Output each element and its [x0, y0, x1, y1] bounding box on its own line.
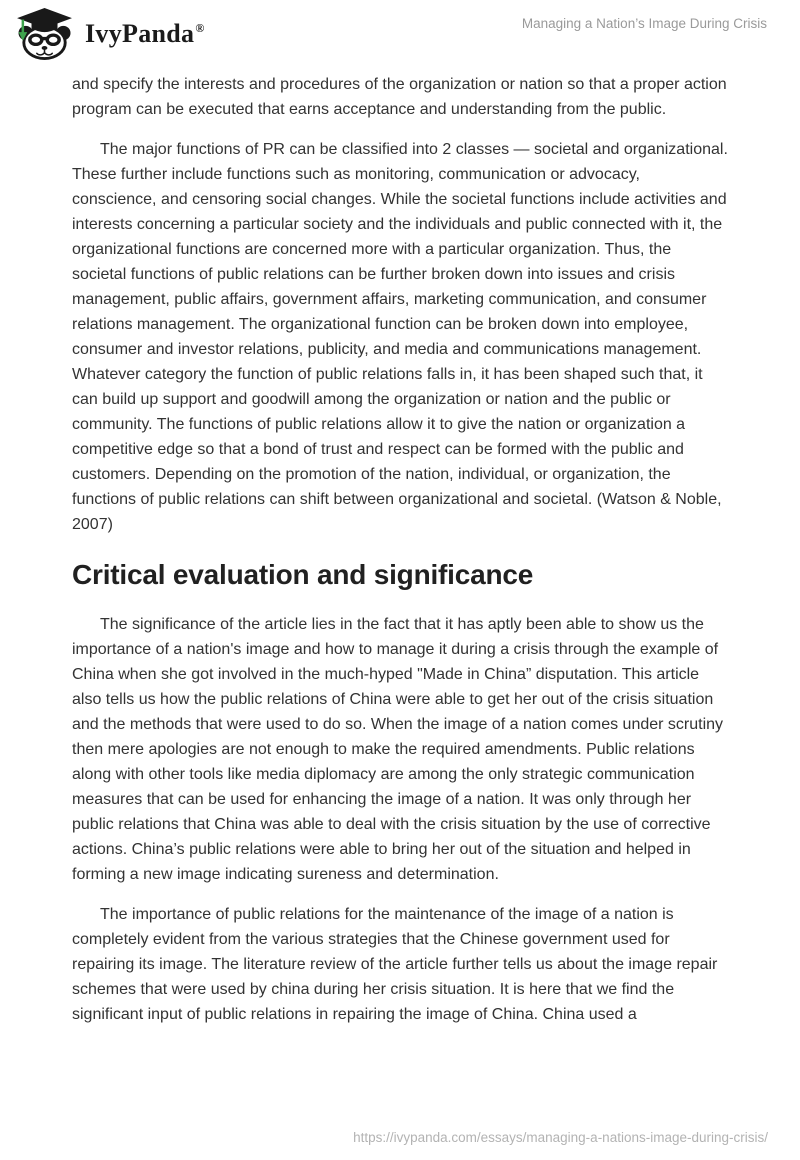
- paragraph-pr-functions: The major functions of PR can be classified into 2 classes — societal and organizational. These further include functions such as monitoring, communication or advocacy, conscience, and censoring social changes. While the societal functions include activities and interests concerning a particular society and the individuals and public connected with it, the organizational functions are concerned more with a particular organization. Thus, the societal functions of public relations can be further broken down into issues and crisis management, public affairs, government affairs, marketing communication, and consumer relations management. The organizational function can be broken down into employee, consumer and investor relations, publicity, and media and communications management. Whatever category the function of public relations falls in, it has been shaped such that, it can build up support and goodwill among the organization or nation and the public or community. The functions of public relations allow it to give the nation or organization a competitive edge so that a bond of trust and respect can be formed with the public and customers. Depending on the promotion of the nation, individual, or organization, the functions of public relations can shift between organizational and societal. (Watson & Noble, 2007): [72, 141, 728, 533]
- essay-content: [72, 72, 728, 1027]
- brand-name: [85, 21, 205, 47]
- page-header: [0, 0, 800, 60]
- page-footer: [353, 1129, 768, 1147]
- ivypanda-logo[interactable]: [14, 8, 205, 60]
- section-heading: Critical evaluation and significance: [72, 559, 534, 590]
- registered-trademark: ®: [195, 21, 205, 35]
- paragraph-significance: The significance of the article lies in the fact that it has aptly been able to show us the importance of a nation's image and how to manage it during a crisis through the example of China when she got involved in the much-hyped "Made in China” disputation. This article also tells us how the public relations of China were able to get her out of the crisis situation and the methods that were used to do so. When the image of a nation comes under scrutiny then mere apologies are not enough to make the required amendments. Public relations along with other tools like media diplomacy are among the only strategic communication measures that can be used for enhancing the image of a nation. It was only through her public relations that China was able to deal with the crisis situation by the use of corrective actions. China’s public relations were able to bring her out of the situation and helped in forming a new image indicating sureness and determination.: [72, 616, 724, 883]
- paragraph-continuation: and specify the interests and procedures of the organization or nation so that a proper action program can be executed that earns acceptance and understanding from the public.: [72, 76, 727, 118]
- paragraph-importance: The importance of public relations for the maintenance of the image of a nation is completely evident from the various strategies that the Chinese government used for repairing its image. The literature review of the article further tells us about the image repair schemes that were used by china during her crisis situation. It is here that we find the significant input of public relations in repairing the image of China. China used a: [72, 906, 718, 1023]
- brand-name-text: IvyPanda: [85, 19, 195, 48]
- document-title: Managing a Nation’s Image During Crisis: [521, 16, 767, 31]
- source-url-link[interactable]: https://ivypanda.com/essays/managing-a-nations-image-during-crisis/: [353, 1130, 768, 1145]
- panda-graduate-icon: [14, 8, 76, 60]
